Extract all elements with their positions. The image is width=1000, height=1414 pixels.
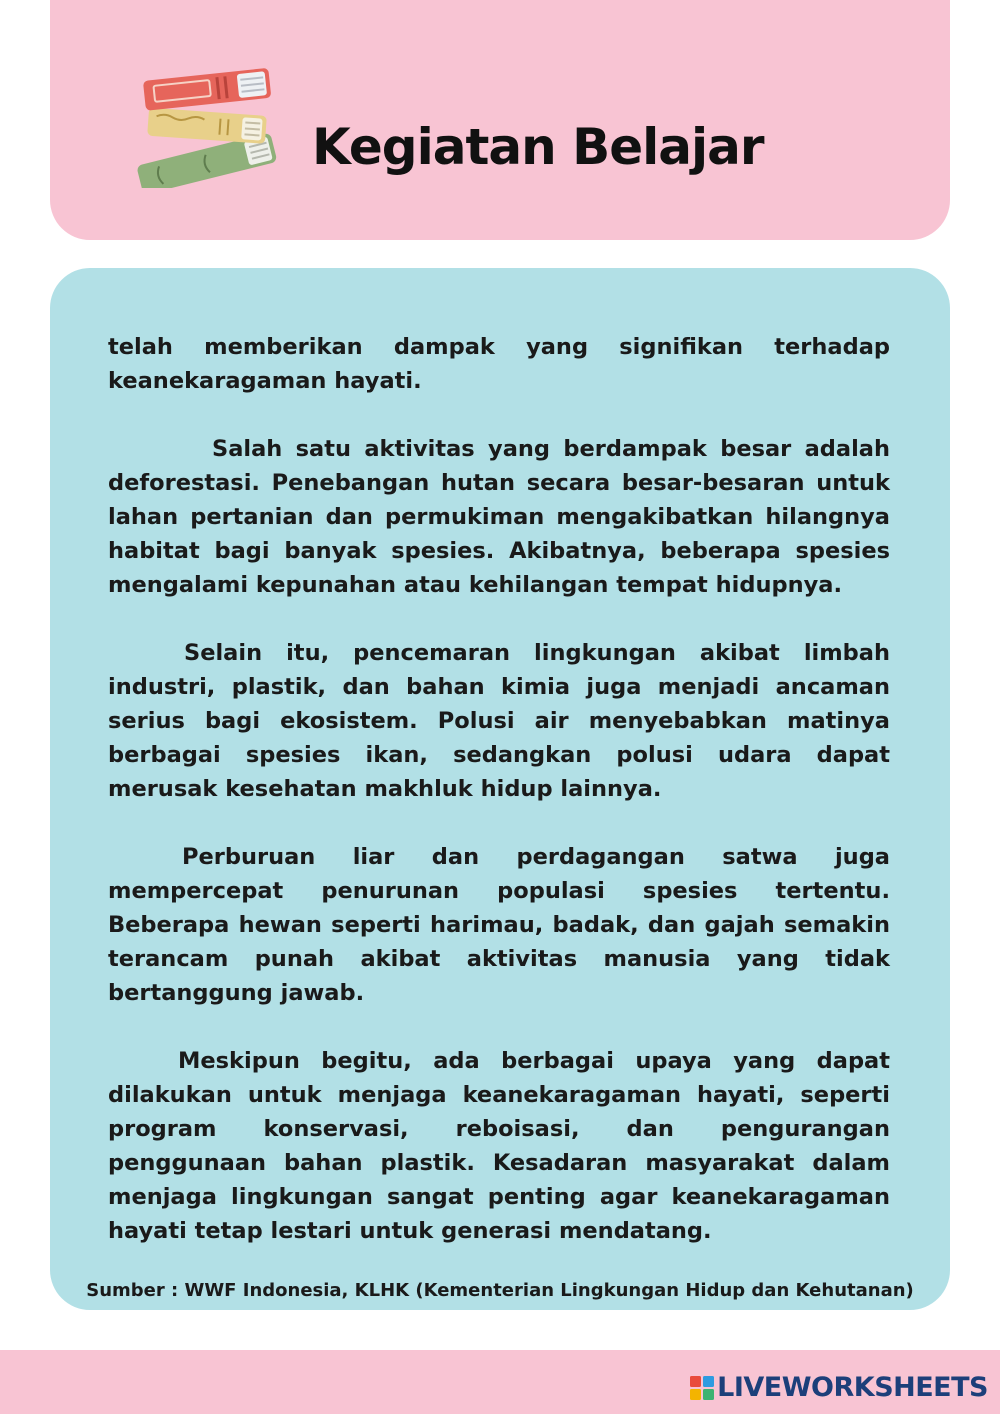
brand-name: LIVEWORKSHEETS (717, 1372, 988, 1403)
page-title: Kegiatan Belajar (312, 117, 764, 176)
paragraph: Meskipun begitu, ada berbagai upaya yang dapat dilakukan untuk menjaga keanekaragaman hayati, seperti program konservasi, reboisasi, dan pengurangan penggunaan bahan plastik. Kesadaran masyarakat dalam menjaga lingkungan sangat penting agar keanekaragaman hayati tetap lestari untuk generasi mendatang. (108, 1048, 890, 1244)
liveworksheets-logo-icon (690, 1376, 714, 1400)
book-stack-icon (130, 64, 290, 188)
article-text (108, 330, 890, 1282)
paragraph: Selain itu, pencemaran lingkungan akibat limbah industri, plastik, dan bahan kimia juga menjadi ancaman serius bagi ekosistem. Polusi air menyebabkan matinya berbagai spesies ikan, sedangkan polusi udara dapat merusak kesehatan makhluk hidup lainnya. (108, 640, 890, 802)
paragraph: Perburuan liar dan perdagangan satwa juga mempercepat penurunan populasi spesies tertentu. Beberapa hewan seperti harimau, badak, dan gajah semakin terancam punah akibat aktivitas manusia yang tidak bertanggung jawab. (108, 844, 890, 1006)
source-citation: Sumber : WWF Indonesia, KLHK (Kementerian Lingkungan Hidup dan Kehutanan) (86, 1280, 914, 1301)
paragraph: Salah satu aktivitas yang berdampak besar adalah deforestasi. Penebangan hutan secara besar-besaran untuk lahan pertanian dan permukiman mengakibatkan hilangnya habitat bagi banyak spesies. Akibatnya, beberapa spesies mengalami kepunahan atau kehilangan tempat hidupnya. (108, 436, 890, 598)
liveworksheets-logo[interactable] (690, 1374, 988, 1401)
paragraph: telah memberikan dampak yang signifikan terhadap keanekaragaman hayati. (108, 334, 890, 394)
